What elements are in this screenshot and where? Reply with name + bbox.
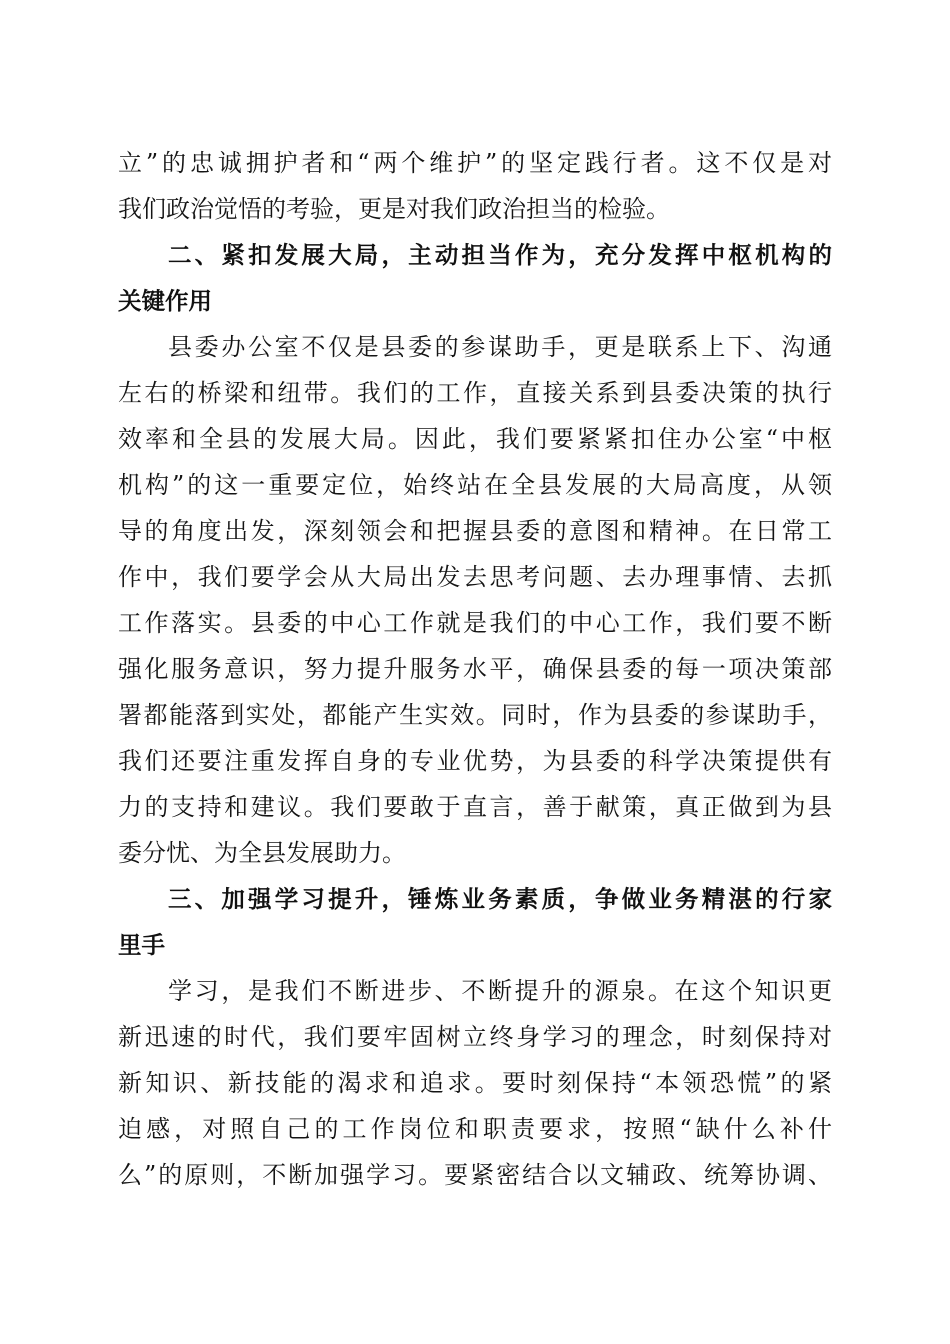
document-body	[118, 140, 832, 1198]
paragraph-line: 作中，我们要学会从大局出发去思考问题、去办理事情、去抓	[118, 563, 832, 591]
paragraph-line: 效率和全县的发展大局。因此，我们要紧紧扣住办公室“中枢	[118, 425, 832, 453]
paragraph-line: 我们政治觉悟的考验，更是对我们政治担当的检验。	[118, 195, 670, 223]
paragraph-line: 强化服务意识，努力提升服务水平，确保县委的每一项决策部	[118, 655, 832, 683]
paragraph-line: 县委办公室不仅是县委的参谋助手，更是联系上下、沟通	[168, 333, 832, 361]
paragraph-line: 委分忧、为全县发展助力。	[118, 839, 406, 867]
paragraph-line: 工作落实。县委的中心工作就是我们的中心工作，我们要不断	[118, 609, 832, 637]
paragraph-line: 新迅速的时代，我们要牢固树立终身学习的理念，时刻保持对	[118, 1023, 832, 1051]
paragraph-line: 左右的桥梁和纽带。我们的工作，直接关系到县委决策的执行	[118, 379, 832, 407]
section-heading-line: 三、加强学习提升，锤炼业务素质，争做业务精湛的行家	[168, 885, 832, 913]
paragraph-line: 迫感，对照自己的工作岗位和职责要求，按照“缺什么补什	[118, 1115, 832, 1143]
paragraph-line: 学习，是我们不断进步、不断提升的源泉。在这个知识更	[168, 977, 832, 1005]
section-heading-line: 里手	[118, 931, 165, 959]
section-heading-line: 关键作用	[118, 287, 212, 315]
section-heading-line: 二、紧扣发展大局，主动担当作为，充分发挥中枢机构的	[168, 241, 832, 269]
paragraph-line: 导的角度出发，深刻领会和把握县委的意图和精神。在日常工	[118, 517, 832, 545]
paragraph-line: 立”的忠诚拥护者和“两个维护”的坚定践行者。这不仅是对	[118, 149, 832, 177]
paragraph-line: 力的支持和建议。我们要敢于直言，善于献策，真正做到为县	[118, 793, 832, 821]
paragraph-line: 我们还要注重发挥自身的专业优势，为县委的科学决策提供有	[118, 747, 832, 775]
paragraph-line: 么”的原则，不断加强学习。要紧密结合以文辅政、统筹协调、	[118, 1161, 832, 1189]
paragraph-line: 新知识、新技能的渴求和追求。要时刻保持“本领恐慌”的紧	[118, 1069, 832, 1097]
paragraph-line: 署都能落到实处，都能产生实效。同时，作为县委的参谋助手，	[118, 701, 832, 729]
paragraph-line: 机构”的这一重要定位，始终站在全县发展的大局高度，从领	[118, 471, 832, 499]
